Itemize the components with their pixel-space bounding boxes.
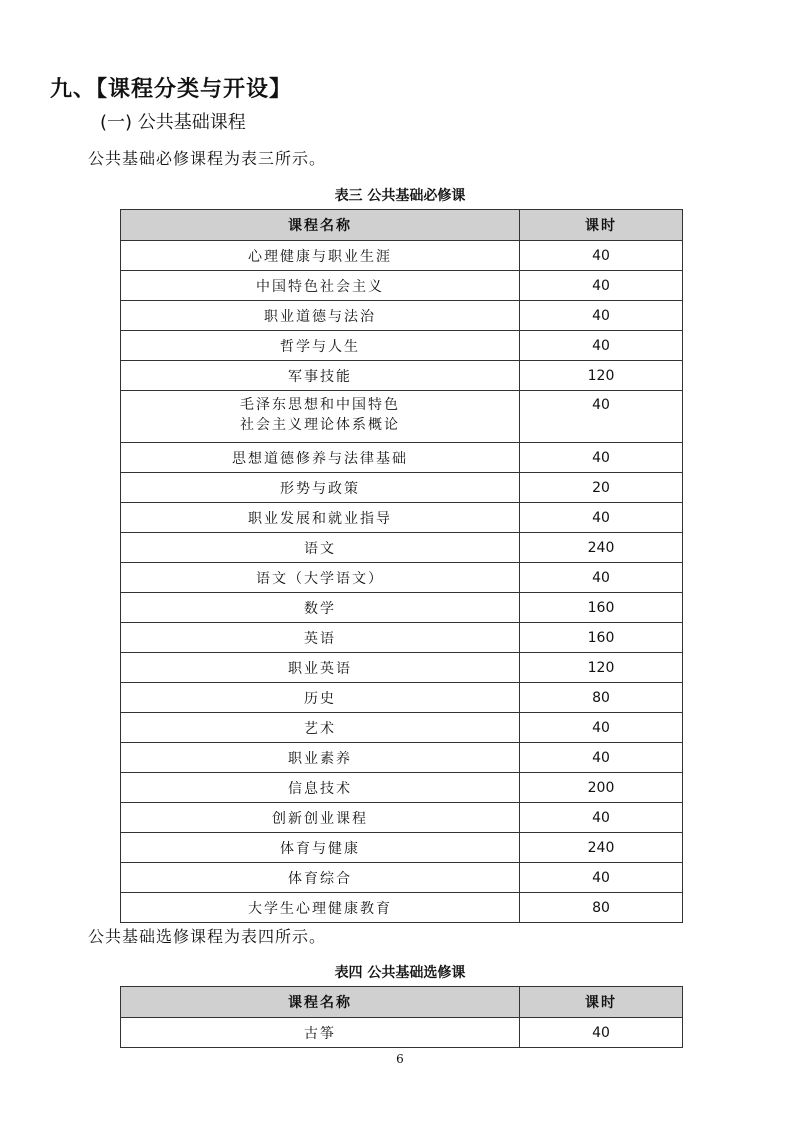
table-row bbox=[121, 241, 683, 271]
course-name-line1: 毛泽东思想和中国特色 bbox=[240, 397, 400, 413]
course-hours: 40 bbox=[520, 1018, 683, 1048]
course-name: 体育综合 bbox=[121, 863, 520, 893]
course-hours: 40 bbox=[520, 443, 683, 473]
course-name: 哲学与人生 bbox=[121, 331, 520, 361]
course-name: 职业道德与法治 bbox=[121, 301, 520, 331]
table-row bbox=[121, 653, 683, 683]
table-row bbox=[121, 893, 683, 923]
course-name: 英语 bbox=[121, 623, 520, 653]
course-hours: 120 bbox=[520, 653, 683, 683]
table-row bbox=[121, 301, 683, 331]
page-number: 6 bbox=[396, 1052, 404, 1066]
table-row bbox=[121, 361, 683, 391]
course-name: 军事技能 bbox=[121, 361, 520, 391]
course-hours: 40 bbox=[520, 241, 683, 271]
course-name: 体育与健康 bbox=[121, 833, 520, 863]
table-row bbox=[121, 563, 683, 593]
course-hours: 40 bbox=[520, 503, 683, 533]
intro-required-text: 公共基础必修课程为表三所示。 bbox=[88, 149, 327, 168]
table-row bbox=[121, 833, 683, 863]
table4-caption: 表四 公共基础选修课 bbox=[334, 965, 466, 981]
course-name: 思想道德修养与法律基础 bbox=[121, 443, 520, 473]
course-hours: 80 bbox=[520, 893, 683, 923]
course-hours: 160 bbox=[520, 593, 683, 623]
course-name: 古筝 bbox=[121, 1018, 520, 1048]
course-name: 形势与政策 bbox=[121, 473, 520, 503]
course-hours: 40 bbox=[520, 713, 683, 743]
table-row bbox=[121, 503, 683, 533]
course-hours: 240 bbox=[520, 533, 683, 563]
course-hours: 160 bbox=[520, 623, 683, 653]
elective-courses-table bbox=[120, 986, 683, 1048]
course-name: 职业发展和就业指导 bbox=[121, 503, 520, 533]
course-hours: 40 bbox=[520, 391, 683, 443]
course-name: 历史 bbox=[121, 683, 520, 713]
course-hours: 40 bbox=[520, 331, 683, 361]
course-hours: 20 bbox=[520, 473, 683, 503]
course-hours: 40 bbox=[520, 743, 683, 773]
table-row bbox=[121, 443, 683, 473]
course-name bbox=[121, 391, 520, 443]
course-hours: 40 bbox=[520, 563, 683, 593]
course-hours: 120 bbox=[520, 361, 683, 391]
table-row bbox=[121, 473, 683, 503]
table-row bbox=[121, 1018, 683, 1048]
course-name: 职业素养 bbox=[121, 743, 520, 773]
course-name: 艺术 bbox=[121, 713, 520, 743]
table-row bbox=[121, 863, 683, 893]
table-row bbox=[121, 683, 683, 713]
table-row bbox=[121, 331, 683, 361]
table-row bbox=[121, 803, 683, 833]
subsection-heading: (一) 公共基础课程 bbox=[100, 112, 246, 133]
course-hours: 40 bbox=[520, 301, 683, 331]
table-row bbox=[121, 743, 683, 773]
section-heading: 九、【课程分类与开设】 bbox=[50, 77, 293, 102]
table-header-row bbox=[121, 987, 683, 1018]
course-name: 数学 bbox=[121, 593, 520, 623]
table-row bbox=[121, 533, 683, 563]
course-name: 语文（大学语文） bbox=[121, 563, 520, 593]
course-name: 大学生心理健康教育 bbox=[121, 893, 520, 923]
table-row bbox=[121, 593, 683, 623]
course-hours: 40 bbox=[520, 863, 683, 893]
table-row bbox=[121, 773, 683, 803]
table3-caption: 表三 公共基础必修课 bbox=[334, 188, 466, 204]
header-hours: 课时 bbox=[520, 987, 683, 1018]
course-hours: 80 bbox=[520, 683, 683, 713]
course-name-line2: 社会主义理论体系概论 bbox=[240, 417, 400, 433]
table-row bbox=[121, 271, 683, 301]
table-row bbox=[121, 713, 683, 743]
course-name: 语文 bbox=[121, 533, 520, 563]
course-hours: 240 bbox=[520, 833, 683, 863]
table-row bbox=[121, 623, 683, 653]
course-hours: 40 bbox=[520, 271, 683, 301]
header-course-name: 课程名称 bbox=[121, 987, 520, 1018]
required-courses-table bbox=[120, 209, 683, 923]
course-hours: 40 bbox=[520, 803, 683, 833]
course-name: 中国特色社会主义 bbox=[121, 271, 520, 301]
course-name: 创新创业课程 bbox=[121, 803, 520, 833]
course-name: 心理健康与职业生涯 bbox=[121, 241, 520, 271]
course-name: 职业英语 bbox=[121, 653, 520, 683]
header-hours: 课时 bbox=[520, 210, 683, 241]
course-name: 信息技术 bbox=[121, 773, 520, 803]
table-row bbox=[121, 391, 683, 443]
course-hours: 200 bbox=[520, 773, 683, 803]
header-course-name: 课程名称 bbox=[121, 210, 520, 241]
table-header-row bbox=[121, 210, 683, 241]
intro-elective-text: 公共基础选修课程为表四所示。 bbox=[88, 927, 327, 946]
